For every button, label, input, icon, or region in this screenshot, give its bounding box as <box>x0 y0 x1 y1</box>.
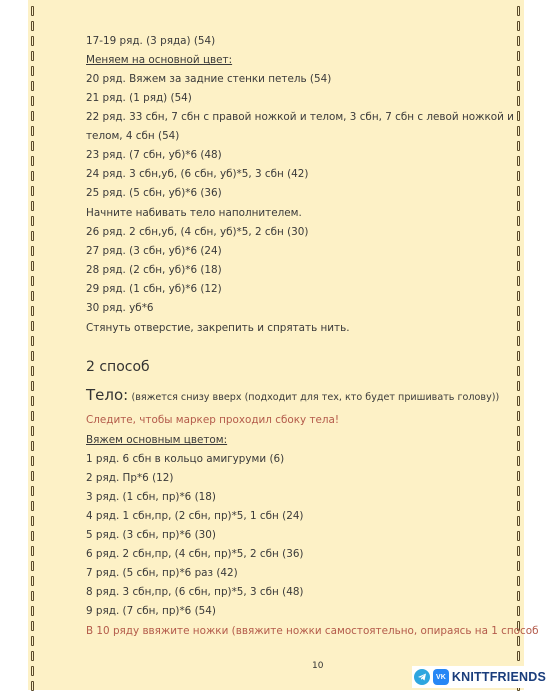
border-tick <box>517 381 520 391</box>
text-line: 23 ряд. (7 сбн, уб)*6 (48) <box>86 149 222 161</box>
border-tick <box>517 576 520 586</box>
text-line: 17-19 ряд. (3 ряда) (54) <box>86 35 216 47</box>
border-tick <box>31 306 34 316</box>
border-tick <box>31 546 34 556</box>
marker-warning: Следите, чтобы маркер проходил сбоку тела! <box>86 414 340 426</box>
text-line: 8 ряд. 3 сбн,пр, (6 сбн, пр)*5, 3 сбн (48) <box>86 586 304 598</box>
watermark <box>412 666 548 688</box>
border-tick <box>517 141 520 151</box>
border-tick <box>31 291 34 301</box>
border-tick <box>31 66 34 76</box>
border-tick <box>517 291 520 301</box>
document-page <box>28 0 539 690</box>
border-tick <box>517 126 520 136</box>
text-line: 25 ряд. (5 сбн, уб)*6 (36) <box>86 187 222 199</box>
border-tick <box>517 96 520 106</box>
border-tick <box>31 276 34 286</box>
border-tick <box>31 426 34 436</box>
border-tick <box>517 651 520 661</box>
border-tick <box>517 21 520 31</box>
border-tick <box>31 96 34 106</box>
text-line: 6 ряд. 2 сбн,пр, (4 сбн, пр)*5, 2 сбн (36) <box>86 548 304 560</box>
body-heading-note: (вяжется снизу вверх (подходит для тех, кто будет пришивать голову)) <box>131 392 500 403</box>
border-tick <box>517 516 520 526</box>
text-line: 26 ряд. 2 сбн,уб, (4 сбн, уб)*5, 2 сбн (30) <box>86 226 309 238</box>
border-tick <box>31 471 34 481</box>
watermark-text: KNITTFRIENDS <box>451 670 546 684</box>
border-tick <box>31 411 34 421</box>
text-line: 20 ряд. Вяжем за задние стенки петель (54) <box>86 73 332 85</box>
border-tick <box>517 186 520 196</box>
border-tick <box>517 486 520 496</box>
border-tick <box>517 501 520 511</box>
section-label-main-color: Меняем на основной цвет: <box>86 54 233 66</box>
text-line: 29 ряд. (1 сбн, уб)*6 (12) <box>86 283 222 295</box>
decorative-border-left <box>28 6 38 686</box>
border-tick <box>517 201 520 211</box>
border-tick <box>31 36 34 46</box>
text-line: 7 ряд. (5 сбн, пр)*6 раз (42) <box>86 567 238 579</box>
border-tick <box>31 441 34 451</box>
border-tick <box>517 6 520 16</box>
border-tick <box>31 6 34 16</box>
border-tick <box>517 36 520 46</box>
vk-icon: VK <box>433 669 449 685</box>
border-tick <box>517 81 520 91</box>
border-tick <box>517 561 520 571</box>
border-tick <box>517 336 520 346</box>
border-tick <box>31 246 34 256</box>
border-tick <box>517 276 520 286</box>
border-tick <box>31 336 34 346</box>
text-line: 2 ряд. Пр*6 (12) <box>86 472 174 484</box>
border-tick <box>31 231 34 241</box>
border-tick <box>31 186 34 196</box>
legs-instruction: В 10 ряду ввяжите ножки (ввяжите ножки самостоятельно, опираясь на 1 способ <box>86 625 539 637</box>
page-number: 10 <box>312 661 324 671</box>
border-tick <box>31 126 34 136</box>
text-line: 21 ряд. (1 ряд) (54) <box>86 92 192 104</box>
border-tick <box>31 576 34 586</box>
border-tick <box>31 666 34 676</box>
text-line: телом, 4 сбн (54) <box>86 130 180 142</box>
border-tick <box>517 366 520 376</box>
border-tick <box>31 321 34 331</box>
text-line: 3 ряд. (1 сбн, пр)*6 (18) <box>86 491 216 503</box>
border-tick <box>31 396 34 406</box>
border-tick <box>31 516 34 526</box>
border-tick <box>517 246 520 256</box>
border-tick <box>31 606 34 616</box>
body-heading: Тело: <box>86 386 129 404</box>
border-tick <box>31 261 34 271</box>
text-line: Начните набивать тело наполнителем. <box>86 207 302 219</box>
border-tick <box>31 591 34 601</box>
border-tick <box>517 411 520 421</box>
text-line: 28 ряд. (2 сбн, уб)*6 (18) <box>86 264 222 276</box>
border-tick <box>31 456 34 466</box>
text-line: 22 ряд. 33 сбн, 7 сбн с правой ножкой и телом, 3 сбн, 7 сбн с левой ножкой и <box>86 111 514 123</box>
border-tick <box>517 111 520 121</box>
text-line: 30 ряд. уб*6 <box>86 302 154 314</box>
border-tick <box>31 216 34 226</box>
border-tick <box>31 561 34 571</box>
border-tick <box>517 66 520 76</box>
border-tick <box>517 351 520 361</box>
border-tick <box>517 171 520 181</box>
border-tick <box>517 306 520 316</box>
decorative-border-right <box>514 6 524 686</box>
border-tick <box>31 501 34 511</box>
border-tick <box>517 396 520 406</box>
border-tick <box>31 486 34 496</box>
border-tick <box>517 591 520 601</box>
border-tick <box>517 441 520 451</box>
border-tick <box>517 471 520 481</box>
telegram-icon <box>414 669 430 685</box>
border-tick <box>31 531 34 541</box>
border-tick <box>31 366 34 376</box>
border-tick <box>517 231 520 241</box>
text-line: 4 ряд. 1 сбн,пр, (2 сбн, пр)*5, 1 сбн (24) <box>86 510 304 522</box>
border-tick <box>31 21 34 31</box>
border-tick <box>31 621 34 631</box>
text-line: 9 ряд. (7 сбн, пр)*6 (54) <box>86 605 216 617</box>
border-tick <box>517 321 520 331</box>
border-tick <box>517 606 520 616</box>
border-tick <box>517 546 520 556</box>
border-tick <box>31 651 34 661</box>
border-tick <box>517 531 520 541</box>
border-tick <box>517 51 520 61</box>
border-tick <box>517 216 520 226</box>
body-heading-row <box>86 386 500 404</box>
text-line: 5 ряд. (3 сбн, пр)*6 (30) <box>86 529 216 541</box>
text-line: 24 ряд. 3 сбн,уб, (6 сбн, уб)*5, 3 сбн (42) <box>86 168 309 180</box>
border-tick <box>517 426 520 436</box>
text-line: 27 ряд. (3 сбн, уб)*6 (24) <box>86 245 222 257</box>
border-tick <box>31 171 34 181</box>
border-tick <box>31 51 34 61</box>
border-tick <box>31 201 34 211</box>
border-tick <box>31 141 34 151</box>
border-tick <box>517 156 520 166</box>
border-tick <box>31 156 34 166</box>
section-label-main-color-2: Вяжем основным цветом: <box>86 434 228 446</box>
border-tick <box>517 456 520 466</box>
border-tick <box>31 81 34 91</box>
text-line: 1 ряд. 6 сбн в кольцо амигуруми (6) <box>86 453 285 465</box>
border-tick <box>31 351 34 361</box>
border-tick <box>31 381 34 391</box>
text-line: Стянуть отверстие, закрепить и спрятать нить. <box>86 322 350 334</box>
border-tick <box>517 261 520 271</box>
border-tick <box>31 111 34 121</box>
section-heading-method-2: 2 способ <box>86 359 150 375</box>
border-tick <box>31 636 34 646</box>
